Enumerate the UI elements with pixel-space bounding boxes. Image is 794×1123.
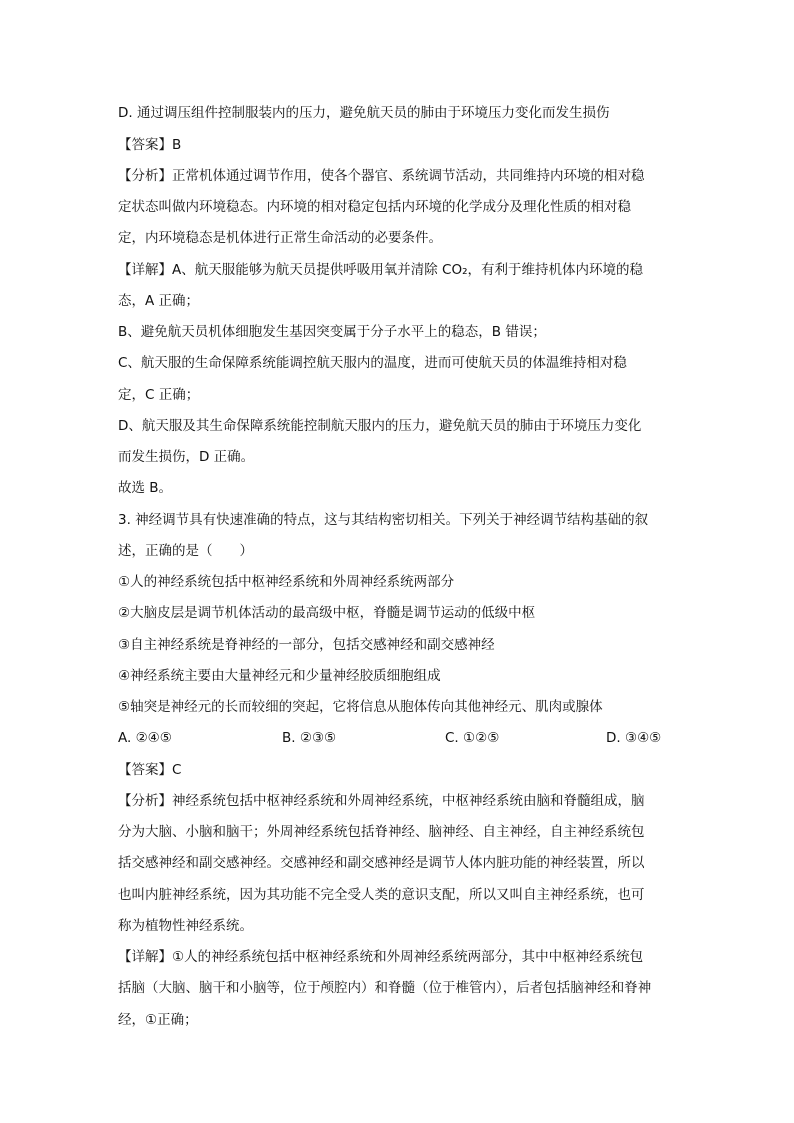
detail-line: 【详解】①人的神经系统包括中枢神经系统和外周神经系统两部分，其中中枢神经系统包	[118, 949, 644, 965]
text-line: 而发生损伤，D 正确。	[118, 449, 255, 465]
text-line: B、避免航天员机体细胞发生基因突变属于分子水平上的稳态，B 错误；	[118, 324, 546, 340]
answer-line: 【答案】B	[118, 137, 182, 153]
option-d: D. ③④⑤	[606, 730, 662, 746]
text-line: 括交感神经和副交感神经。交感神经和副交感神经是调节人体内脏功能的神经装置，所以	[118, 855, 645, 871]
text-line: D、航天服及其生命保障系统能控制航天服内的压力，避免航天员的肺由于环境压力变化	[118, 418, 642, 434]
detail-line: 【详解】A、航天服能够为航天员提供呼吸用氧并清除 CO₂，有利于维持机体内环境的稳	[118, 262, 643, 278]
text-line: 称为植物性神经系统。	[118, 918, 253, 934]
statement-line: ⑤轴突是神经元的长而较细的突起，它将信息从胞体传向其他神经元、肌肉或腺体	[118, 699, 603, 715]
text-line: 经，①正确；	[118, 1012, 198, 1028]
option-b: B. ②③⑤	[282, 730, 337, 746]
question-line: 述，正确的是（ ）	[118, 543, 253, 559]
text-line: 态，A 正确；	[118, 293, 200, 309]
text-line: D. 通过调压组件控制服装内的压力，避免航天员的肺由于环境压力变化而发生损伤	[118, 105, 610, 121]
answer-line: 【答案】C	[118, 762, 182, 778]
statement-line: ①人的神经系统包括中枢神经系统和外周神经系统两部分	[118, 574, 455, 590]
text-line: 定，内环境稳态是机体进行正常生命活动的必要条件。	[118, 230, 442, 246]
statement-line: ③自主神经系统是脊神经的一部分，包括交感神经和副交感神经	[118, 637, 495, 653]
question-line: 3. 神经调节具有快速准确的特点，这与其结构密切相关。下列关于神经调节结构基础的叙	[118, 512, 649, 528]
text-line: 括脑（大脑、脑干和小脑等，位于颅腔内）和脊髓（位于椎管内），后者包括脑神经和脊神	[118, 980, 652, 996]
text-line: 故选 B。	[118, 480, 173, 496]
analysis-line: 【分析】神经系统包括中枢神经系统和外周神经系统，中枢神经系统由脑和脊髓组成，脑	[118, 793, 645, 809]
analysis-line: 【分析】正常机体通过调节作用，使各个器官、系统调节活动，共同维持内环境的相对稳	[118, 168, 645, 184]
text-line: 定，C 正确；	[118, 387, 200, 403]
text-line: 也叫内脏神经系统，因为其功能不完全受人类的意识支配，所以又叫自主神经系统，也可	[118, 887, 645, 903]
text-line: 分为大脑、小脑和脑干；外周神经系统包括脊神经、脑神经、自主神经，自主神经系统包	[118, 824, 645, 840]
statement-line: ②大脑皮层是调节机体活动的最高级中枢，脊髓是调节运动的低级中枢	[118, 605, 536, 621]
statement-line: ④神经系统主要由大量神经元和少量神经胶质细胞组成	[118, 668, 441, 684]
text-line: 定状态叫做内环境稳态。内环境的相对稳定包括内环境的化学成分及理化性质的相对稳	[118, 199, 631, 215]
text-line: C、航天服的生命保障系统能调控航天服内的温度，进而可使航天员的体温维持相对稳	[118, 355, 627, 371]
option-c: C. ①②⑤	[445, 730, 500, 746]
option-a: A. ②④⑤	[118, 730, 172, 746]
